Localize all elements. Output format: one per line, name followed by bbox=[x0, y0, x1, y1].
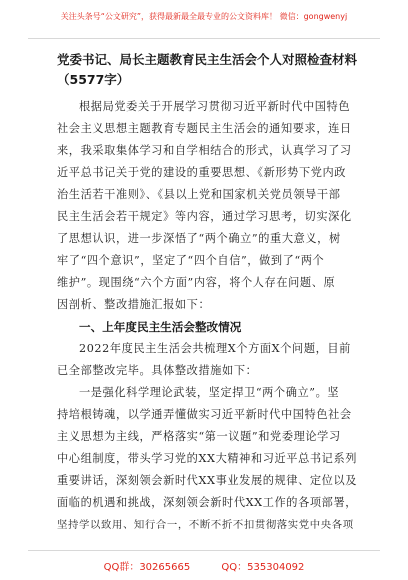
body-line: 近平总书记关于党的建设的重要思想、《新形势下党内政 bbox=[57, 166, 347, 179]
body-line: 2022年度民主生活会共梳理X个方面X个问题，目前 bbox=[79, 342, 351, 355]
body-text bbox=[57, 96, 357, 536]
footer-contact bbox=[0, 558, 408, 573]
document-title: 党委书记、局长主题教育民主生活会个人对照检查材料 bbox=[57, 52, 358, 67]
banner-divider bbox=[28, 38, 380, 39]
banner-text: 关注头条号“公文研究”，获得最新最全最专业的公文资料库！ 微信：gongwenyj bbox=[60, 11, 348, 21]
document-subtitle: （5577字） bbox=[57, 72, 130, 87]
top-banner bbox=[0, 0, 408, 32]
body-line: 社会主义思想主题教育专题民主生活会的通知要求，连日 bbox=[57, 122, 352, 135]
body-line: 牢了“四个意识”，坚定了“四个自信”，做到了“两个 bbox=[57, 254, 325, 267]
body-line: 中心组制度，带头学习党的XX大精神和习近平总书记系列 bbox=[57, 452, 358, 465]
body-line: 维护”。现围绕“六个方面”内容，将个人存在问题、原 bbox=[57, 276, 336, 289]
body-line: 因剖析、整改措施汇报如下： bbox=[57, 298, 211, 311]
body-line: 主义思想为主线，严格落实“第一议题”和党委理论学习 bbox=[57, 430, 341, 443]
body-line: 民主生活会若干规定》等内容，通过学习思考，切实深化 bbox=[57, 210, 352, 223]
body-line: 坚持学以致用、知行合一，不断不折不扣贯彻落实党中央各项 bbox=[57, 519, 354, 531]
document-body bbox=[57, 50, 357, 536]
body-line: 面临的机遇和挑战，深刻领会新时代XX工作的各项部署， bbox=[57, 496, 358, 509]
footer-qq: QQ：535304092 bbox=[221, 562, 305, 573]
body-line: 根据局党委关于开展学习贯彻习近平新时代中国特色 bbox=[79, 100, 351, 113]
section-heading: 一、上年度民主生活会整改情况 bbox=[79, 320, 242, 334]
footer bbox=[0, 550, 408, 578]
body-line: 已全部整改完毕。具体整改措施如下： bbox=[57, 364, 258, 377]
body-line: 一是强化科学理论武装，坚定捍卫“两个确立”。坚 bbox=[79, 386, 340, 399]
body-line: 了思想认识，进一步深悟了“两个确立”的重大意义，树 bbox=[57, 232, 341, 245]
body-line: 持培根铸魂，以学通弄懂做实习近平新时代中国特色社会 bbox=[57, 408, 352, 421]
body-line: 重要讲话，深刻领会新时代XX事业发展的规律、定位以及 bbox=[57, 474, 358, 487]
footer-divider bbox=[28, 550, 380, 551]
footer-qq-group: QQ群：30265665 bbox=[103, 562, 191, 573]
body-line: 来，我采取集体学习和自学相结合的形式，认真学习了习 bbox=[57, 144, 352, 157]
body-line: 治生活若干准则》、《县以上党和国家机关党员领导干部 bbox=[57, 188, 341, 201]
